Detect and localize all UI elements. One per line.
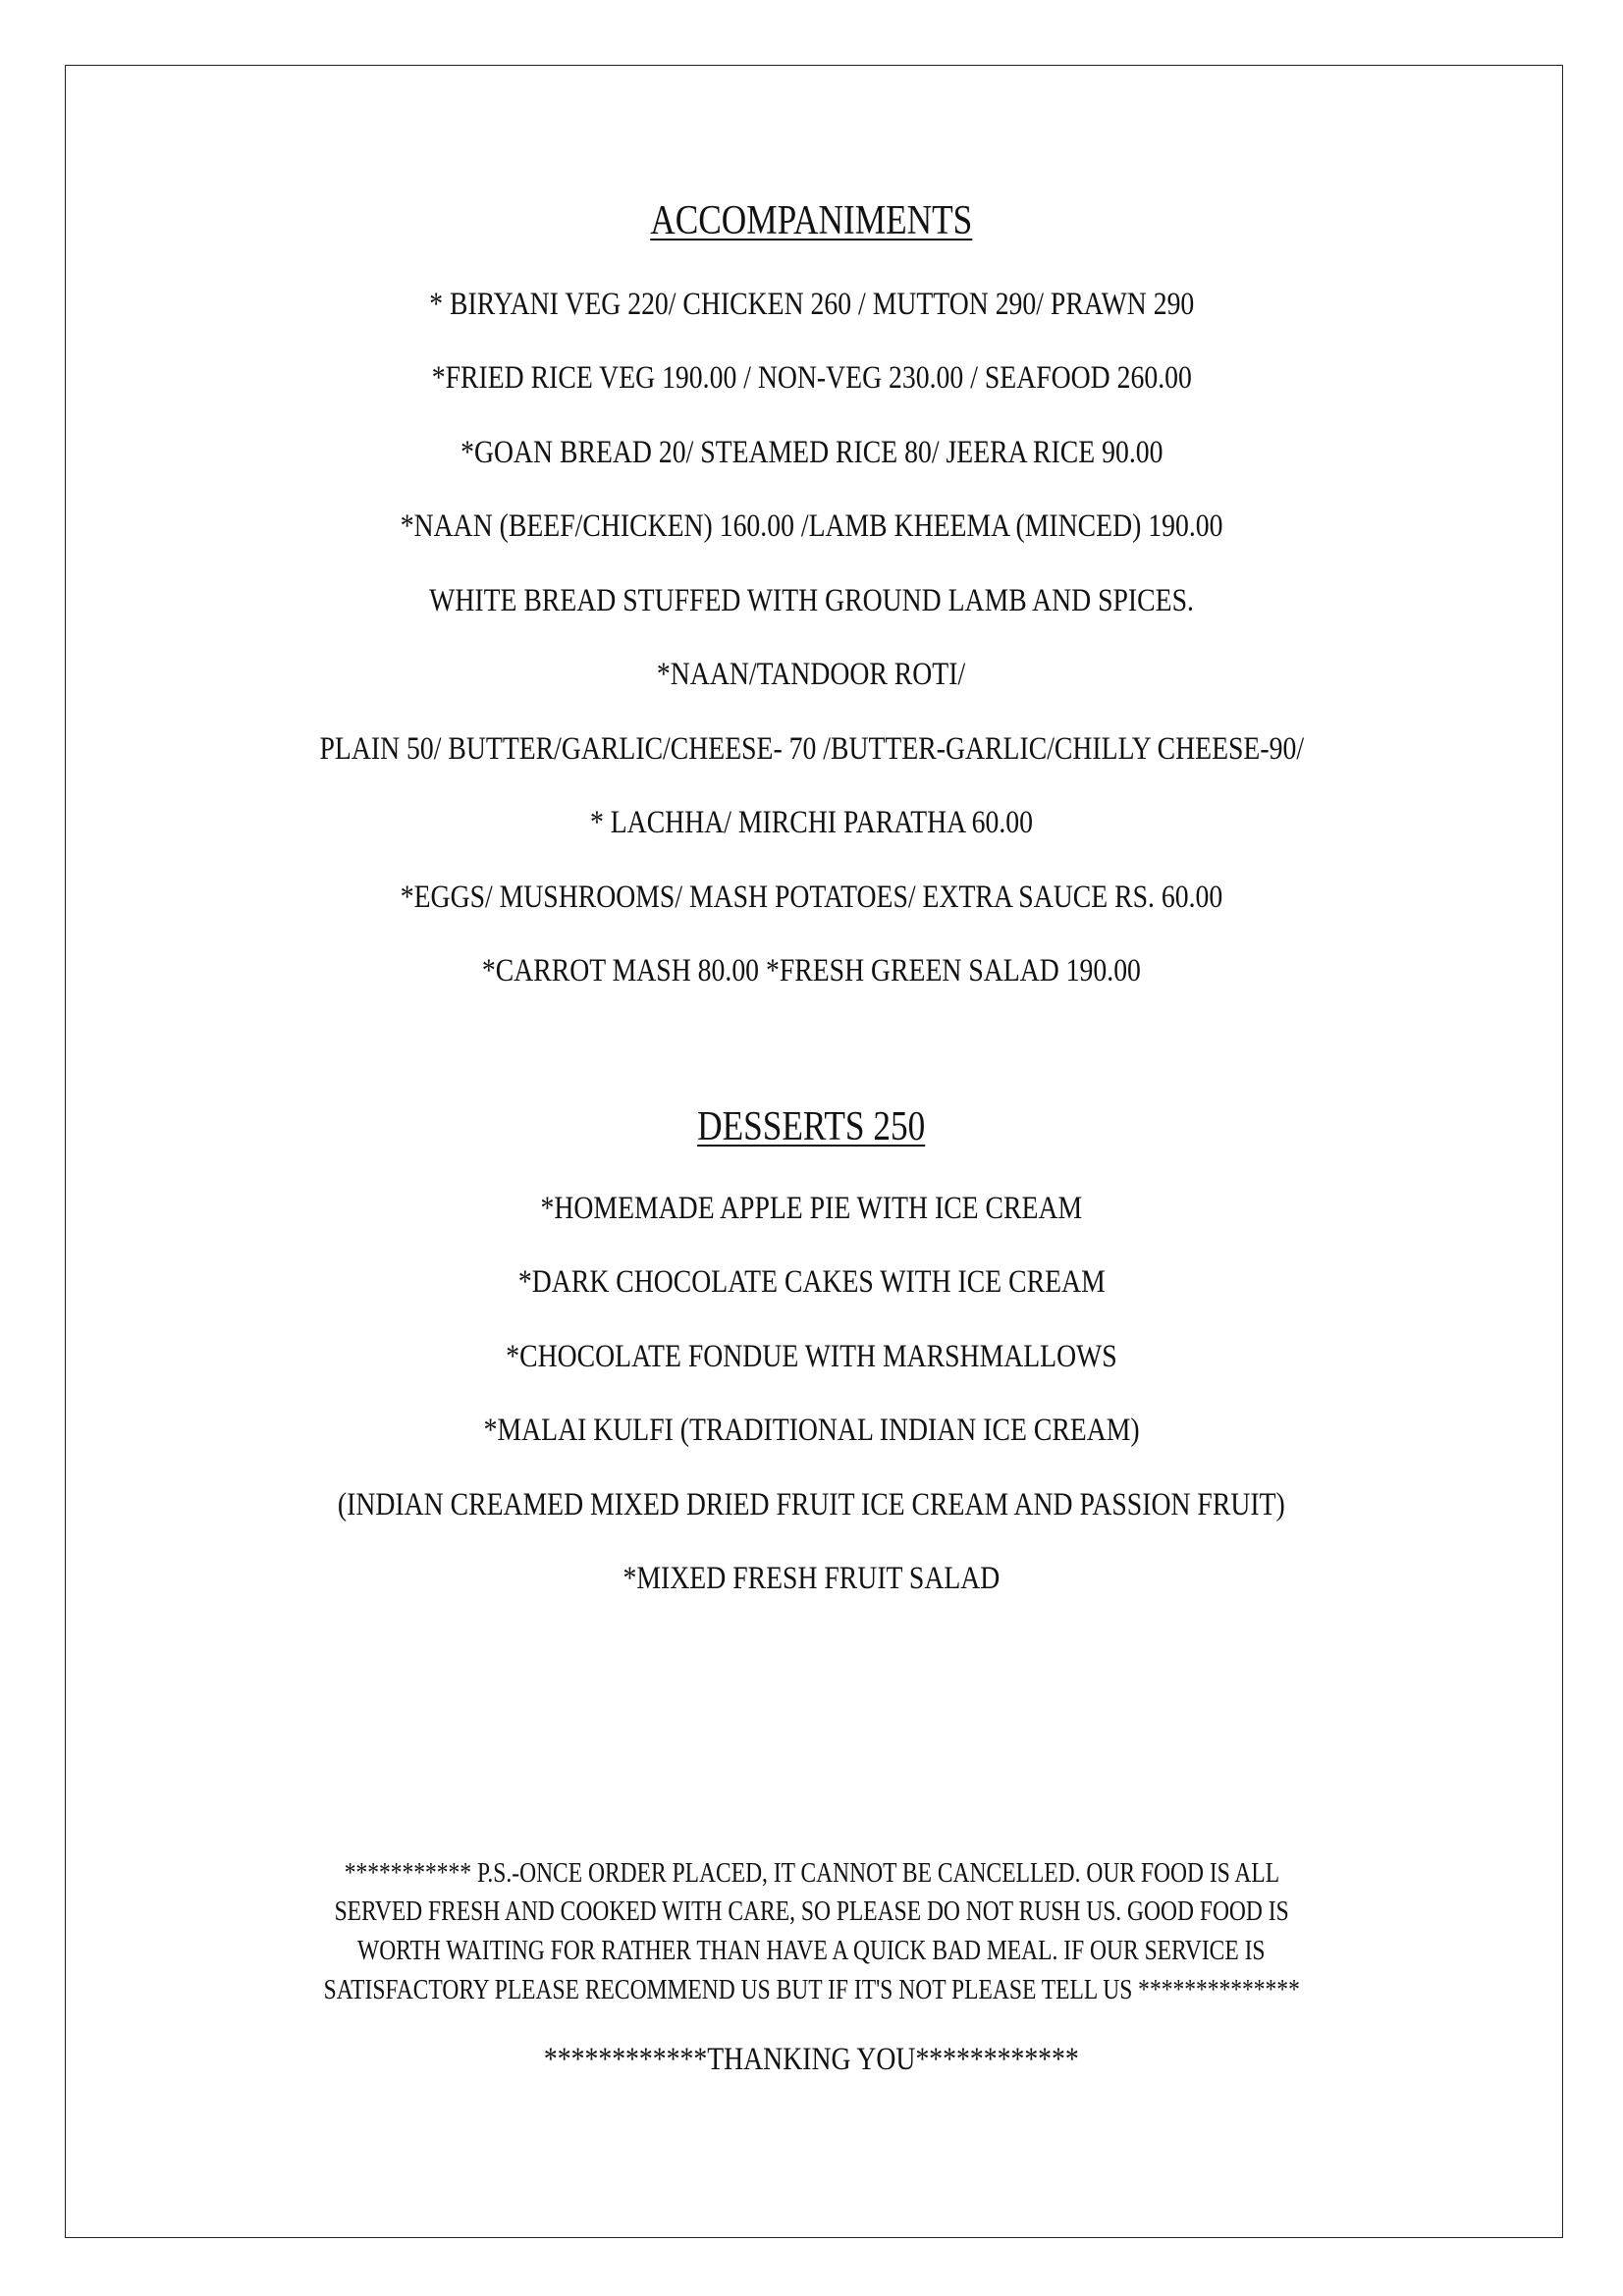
dessert-item: [0, 1561, 1623, 1597]
menu-item-text: *EGGS/ MUSHROOMS/ MASH POTATOES/ EXTRA SAUCE RS. 60.00: [400, 880, 1223, 915]
dessert-item-text: *CHOCOLATE FONDUE WITH MARSHMALLOWS: [506, 1339, 1117, 1374]
menu-item-text: *NAAN (BEEF/CHICKEN) 160.00 /LAMB KHEEMA (MINCED) 190.00: [400, 508, 1223, 544]
desserts-heading: [0, 1103, 1623, 1150]
menu-item: [0, 583, 1623, 619]
menu-item: [0, 953, 1623, 989]
dessert-item-text: *MALAI KULFI (TRADITIONAL INDIAN ICE CREAM): [483, 1413, 1140, 1448]
footer-note-text: SERVED FRESH AND COOKED WITH CARE, SO PLEASE DO NOT RUSH US. GOOD FOOD IS: [334, 1896, 1289, 1927]
accompaniments-heading: [0, 197, 1623, 244]
menu-item-text: *FRIED RICE VEG 190.00 / NON-VEG 230.00 / SEAFOOD 260.00: [431, 360, 1192, 396]
menu-item-text: *NAAN/TANDOOR ROTI/: [657, 657, 966, 692]
footer-note-text: SATISFACTORY PLEASE RECOMMEND US BUT IF IT'S NOT PLEASE TELL US **************: [323, 1975, 1300, 2005]
dessert-item-text: (INDIAN CREAMED MIXED DRIED FRUIT ICE CREAM AND PASSION FRUIT): [338, 1487, 1285, 1522]
footer-note-line: [0, 1975, 1623, 2006]
menu-item-text: * BIRYANI VEG 220/ CHICKEN 260 / MUTTON 290/ PRAWN 290: [428, 287, 1195, 322]
menu-item-text: *CARROT MASH 80.00 *FRESH GREEN SALAD 190.00: [481, 953, 1141, 988]
dessert-item-text: *DARK CHOCOLATE CAKES WITH ICE CREAM: [517, 1264, 1106, 1300]
footer-note-line: [0, 1936, 1623, 1967]
dessert-item: [0, 1339, 1623, 1375]
dessert-item-text: *MIXED FRESH FRUIT SALAD: [622, 1561, 1001, 1596]
menu-item-text: PLAIN 50/ BUTTER/GARLIC/CHEESE- 70 /BUTTER-GARLIC/CHILLY CHEESE-90/: [319, 731, 1304, 767]
menu-item: [0, 657, 1623, 693]
menu-item: [0, 731, 1623, 768]
menu-item: [0, 435, 1623, 471]
heading-text: DESSERTS 250: [697, 1104, 926, 1149]
menu-item: [0, 287, 1623, 323]
dessert-item: [0, 1264, 1623, 1301]
dessert-item-text: *HOMEMADE APPLE PIE WITH ICE CREAM: [540, 1191, 1083, 1226]
dessert-item: [0, 1191, 1623, 1227]
thanking-you: [0, 2042, 1623, 2078]
menu-item: [0, 508, 1623, 545]
footer-note-line: [0, 1896, 1623, 1928]
dessert-item: [0, 1487, 1623, 1523]
menu-item: [0, 880, 1623, 916]
menu-item-text: * LACHHA/ MIRCHI PARATHA 60.00: [589, 805, 1034, 840]
heading-text: ACCOMPANIMENTS: [650, 198, 973, 243]
thanking-you-text: ************THANKING YOU************: [544, 2042, 1079, 2077]
footer-note-text: WORTH WAITING FOR RATHER THAN HAVE A QUICK BAD MEAL. IF OUR SERVICE IS: [357, 1936, 1266, 1966]
menu-item-text: WHITE BREAD STUFFED WITH GROUND LAMB AND SPICES.: [429, 583, 1194, 618]
menu-item-text: *GOAN BREAD 20/ STEAMED RICE 80/ JEERA RICE 90.00: [460, 435, 1163, 470]
footer-note-line: [0, 1858, 1623, 1890]
menu-item: [0, 805, 1623, 841]
menu-item: [0, 360, 1623, 397]
dessert-item: [0, 1413, 1623, 1449]
footer-note-text: *********** P.S.-ONCE ORDER PLACED, IT CANNOT BE CANCELLED. OUR FOOD IS ALL: [344, 1858, 1279, 1889]
